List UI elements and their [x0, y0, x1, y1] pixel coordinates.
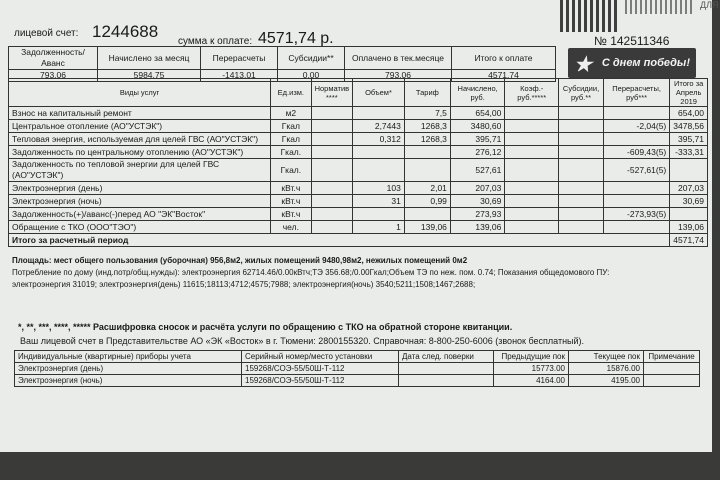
victory-banner [568, 48, 696, 78]
summary-value: -1413,01 [201, 70, 278, 82]
service-volume: 2,7443 [353, 120, 405, 133]
meter-curr: 15876.00 [569, 363, 644, 375]
service-recalc: -2,04(5) [603, 120, 669, 133]
service-coef [505, 146, 559, 159]
meter-note [644, 375, 700, 387]
services-total-row [9, 234, 708, 247]
service-subsidy [559, 159, 604, 182]
service-name: Задолженность по центральному отоплению (АО"УСТЭК") [9, 146, 271, 159]
services-body [9, 107, 708, 234]
meters-header: Серийный номер/место установки [242, 351, 399, 363]
service-unit: м2 [271, 107, 311, 120]
service-total: 3478,56 [670, 120, 708, 133]
service-subsidy [559, 221, 604, 234]
service-name: Задолженность по тепловой энергии для целей ГВС (АО"УСТЭК") [9, 159, 271, 182]
service-subsidy [559, 146, 604, 159]
service-volume [353, 208, 405, 221]
service-norm [311, 120, 353, 133]
service-charged: 139,06 [450, 221, 504, 234]
service-row [9, 146, 708, 159]
service-coef [505, 120, 559, 133]
sum-label: сумма к оплате: [178, 36, 253, 47]
meter-date [399, 375, 494, 387]
service-tariff: 7,5 [404, 107, 450, 120]
meters-header: Индивидуальные (квартирные) приборы учета [15, 351, 242, 363]
service-row [9, 195, 708, 208]
service-tariff: 1268,3 [404, 120, 450, 133]
summary-header: Субсидии** [278, 47, 345, 70]
service-norm [311, 208, 353, 221]
col-subsidy-header: Субсидии, руб.** [559, 79, 604, 107]
total-label: Итого за расчетный период [9, 234, 670, 247]
summary-table [8, 46, 556, 82]
summary-value: 793,06 [9, 70, 98, 82]
service-volume: 31 [353, 195, 405, 208]
qr-code [560, 0, 618, 32]
service-volume: 0,312 [353, 133, 405, 146]
col-coef-header: Коэф.-руб.***** [505, 79, 559, 107]
star-icon: ★ [574, 54, 592, 76]
meter-name: Электроэнергия (день) [15, 363, 242, 375]
service-subsidy [559, 182, 604, 195]
service-recalc [603, 107, 669, 120]
service-volume [353, 107, 405, 120]
meter-serial: 159268/СОЭ-55/50Ш-Т-112 [242, 363, 399, 375]
col-volume-header: Объем* [353, 79, 405, 107]
meter-date [399, 363, 494, 375]
service-unit: кВт.ч [271, 208, 311, 221]
service-norm [311, 182, 353, 195]
service-tariff: 139,06 [404, 221, 450, 234]
service-subsidy [559, 120, 604, 133]
service-recalc: -273,93(5) [603, 208, 669, 221]
service-recalc [603, 182, 669, 195]
service-charged: 30,69 [450, 195, 504, 208]
area-info [12, 256, 467, 265]
services-table [8, 78, 708, 247]
service-name: Задолженность(+)/аванс(-)перед АО "ЭК"Восток" [9, 208, 271, 221]
service-norm [311, 195, 353, 208]
service-norm [311, 107, 353, 120]
service-charged: 3480,60 [450, 120, 504, 133]
meter-curr: 4195.00 [569, 375, 644, 387]
service-charged: 654,00 [450, 107, 504, 120]
service-total: 395,71 [670, 133, 708, 146]
meter-prev: 4164.00 [494, 375, 569, 387]
service-recalc: -527,61(5) [603, 159, 669, 182]
service-tariff [404, 208, 450, 221]
service-unit: Гкал. [271, 146, 311, 159]
service-norm [311, 159, 353, 182]
service-unit: Гкал [271, 120, 311, 133]
service-row [9, 107, 708, 120]
service-total: 207,03 [670, 182, 708, 195]
sum-value: 4571,74 р. [258, 30, 334, 47]
service-norm [311, 146, 353, 159]
meter-serial: 159268/СОЭ-55/50Ш-Т-112 [242, 375, 399, 387]
service-tariff: 1268,3 [404, 133, 450, 146]
area-text: Площадь: мест общего пользования (уборочная) 956,8м2, жилых помещений 9480,98м2, нежилых помещений 0м2 [12, 256, 468, 265]
col-total-header: Итого за Апрель 2019 [670, 79, 708, 107]
summary-header-row [9, 47, 556, 70]
service-norm [311, 221, 353, 234]
service-total: 30,69 [670, 195, 708, 208]
service-subsidy [559, 133, 604, 146]
summary-header: Перерасчеты [201, 47, 278, 70]
service-tariff: 2,01 [404, 182, 450, 195]
consumption-line-2: электроэнергия 31019; электроэнергия(день) 11615;18113;4712;4575;7988; электроэнергия(ночь) 3540;5211;1508;1467;2688; [12, 280, 476, 289]
service-unit: Гкал. [271, 159, 311, 182]
summary-value: 5984,75 [98, 70, 201, 82]
service-name: Электроэнергия (ночь) [9, 195, 271, 208]
summary-value: 4571,74 [452, 70, 556, 82]
col-name-header: Виды услуг [9, 79, 271, 107]
summary-value: 793,06 [345, 70, 452, 82]
meter-name: Электроэнергия (ночь) [15, 375, 242, 387]
service-tariff [404, 146, 450, 159]
service-norm [311, 133, 353, 146]
service-name: Центральное отопление (АО"УСТЭК") [9, 120, 271, 133]
consumption-line-1: Потребление по дому (инд.потр/общ.нужды): электроэнергия 62714.46/0.00кВтч;ТЭ 356.68;/0.00Гкал;Объем ТЭ по неж. пом. 0.74; Показания общедомового ПУ: [12, 268, 610, 277]
service-coef [505, 182, 559, 195]
summary-header: Задолженность/Аванс [9, 47, 98, 70]
service-total: 139,06 [670, 221, 708, 234]
banner-text: С днем победы! [601, 57, 690, 69]
contact-info: Ваш лицевой счет в Представительстве АО «ЭК «Восток» в г. Тюмени: 2800155320. Справочная: 8-800-250-6006 (звонок бесплатный). [20, 336, 585, 346]
service-coef [505, 195, 559, 208]
service-coef [505, 133, 559, 146]
service-total: -333,31 [670, 146, 708, 159]
service-coef [505, 107, 559, 120]
service-row [9, 208, 708, 221]
service-recalc [603, 195, 669, 208]
meters-table [14, 350, 700, 387]
service-row [9, 120, 708, 133]
service-row [9, 133, 708, 146]
service-coef [505, 221, 559, 234]
meter-row [15, 375, 700, 387]
account-label: лицевой счет: [14, 28, 79, 39]
col-recalc-header: Перерасчеты, руб*** [603, 79, 669, 107]
col-charged-header: Начислено, руб. [450, 79, 504, 107]
service-total [670, 159, 708, 182]
total-value: 4571,74 [670, 234, 708, 247]
meters-header-row [15, 351, 700, 363]
service-tariff [404, 159, 450, 182]
meters-header: Примечание [644, 351, 700, 363]
service-volume: 103 [353, 182, 405, 195]
service-row [9, 182, 708, 195]
service-recalc: -609,43(5) [603, 146, 669, 159]
summary-value: 0,00 [278, 70, 345, 82]
service-volume [353, 146, 405, 159]
summary-header: Начислено за месяц [98, 47, 201, 70]
service-total: 654,00 [670, 107, 708, 120]
meters-header: Предыдущие пок [494, 351, 569, 363]
service-volume [353, 159, 405, 182]
service-name: Электроэнергия (день) [9, 182, 271, 195]
service-subsidy [559, 195, 604, 208]
col-unit-header: Ед.изм. [271, 79, 311, 107]
service-recalc [603, 221, 669, 234]
meters-header: Дата след. поверки [399, 351, 494, 363]
col-norm-header: Норматив **** [311, 79, 353, 107]
service-charged: 207,03 [450, 182, 504, 195]
service-row [9, 221, 708, 234]
service-coef [505, 208, 559, 221]
service-unit: кВт.ч [271, 195, 311, 208]
service-charged: 276,12 [450, 146, 504, 159]
summary-header: Оплачено в тек.месяце [345, 47, 452, 70]
service-name: Взнос на капитальный ремонт [9, 107, 271, 120]
footnote: *, **, ***, ****, ***** Расшифровка сносок и расчёта услуги по обращению с ТКО на обратной стороне квитанции. [18, 322, 513, 332]
meters-header: Текущее пок [569, 351, 644, 363]
doc-number: № 142511346 [594, 34, 670, 48]
services-header-row [9, 79, 708, 107]
service-recalc [603, 133, 669, 146]
service-subsidy [559, 107, 604, 120]
service-row [9, 159, 708, 182]
service-charged: 527,61 [450, 159, 504, 182]
meter-prev: 15773.00 [494, 363, 569, 375]
service-unit: Гкал [271, 133, 311, 146]
service-coef [505, 159, 559, 182]
meter-note [644, 363, 700, 375]
service-tariff: 0,99 [404, 195, 450, 208]
service-total [670, 208, 708, 221]
account-number: 1244688 [92, 22, 159, 41]
meter-row [15, 363, 700, 375]
service-unit: кВт.ч [271, 182, 311, 195]
col-tariff-header: Тариф [404, 79, 450, 107]
summary-header: Итого к оплате [452, 47, 556, 70]
service-unit: чел. [271, 221, 311, 234]
service-subsidy [559, 208, 604, 221]
service-name: Обращение с ТКО (ООО"ТЭО") [9, 221, 271, 234]
service-name: Тепловая энергия, используемая для целей ГВС (АО"УСТЭК") [9, 133, 271, 146]
top-corner-text: ДЛЯ [700, 0, 719, 10]
barcode [625, 0, 695, 14]
service-charged: 273,93 [450, 208, 504, 221]
service-charged: 395,71 [450, 133, 504, 146]
service-volume: 1 [353, 221, 405, 234]
